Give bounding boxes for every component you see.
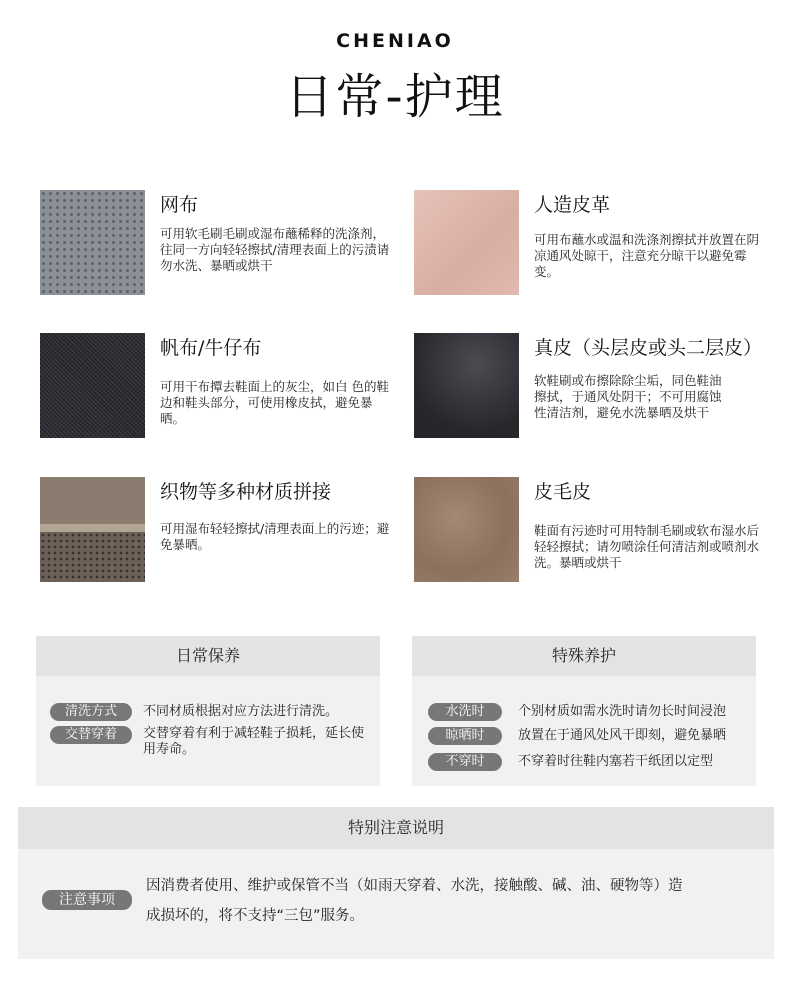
material-name: 真皮（头层皮或头二层皮）	[534, 337, 763, 359]
material-desc: 可用干布撢去鞋面上的灰尘，如白 色的鞋边和鞋头部分，可使用橡皮拭，避免暴晒。	[160, 379, 389, 426]
daily-care-title: 日常保养	[36, 636, 380, 676]
daily-row-text: 不同材质根据对应方法进行清洗。	[143, 704, 339, 719]
material-desc: 鞋面有污迹时可用特制毛刷或软布湿水后轻轻擦拭；请勿喷涂任何清洁剂或喷剂水洗。暴晒或烘干	[534, 523, 760, 570]
mixed-material-swatch-image	[40, 477, 145, 582]
material-card-faux-leather	[414, 190, 774, 296]
material-name: 皮毛皮	[534, 481, 592, 503]
mesh-swatch-image	[40, 190, 145, 295]
brand-logo: CHENIAO	[336, 30, 454, 52]
fur-swatch-image	[414, 477, 519, 582]
tag-drying: 晾晒时	[428, 727, 502, 745]
material-card-canvas	[40, 333, 400, 439]
material-card-mesh	[40, 190, 400, 296]
material-card-fur	[414, 477, 774, 583]
notice-panel	[18, 849, 774, 959]
special-row-text: 不穿着时往鞋内塞若干纸团以定型	[518, 754, 714, 769]
tag-washing: 水洗时	[428, 703, 502, 721]
genuine-leather-swatch-image	[414, 333, 519, 438]
tag-not-wearing: 不穿时	[428, 753, 502, 771]
daily-care-panel	[36, 636, 380, 786]
material-desc: 软鞋刷或布擦除除尘垢，同色鞋油擦拭，于通风处阴干；不可用腐蚀性清洁剂，避免水洗暴晒及烘干	[534, 373, 722, 420]
material-name: 人造皮革	[534, 194, 611, 216]
tag-notice: 注意事项	[42, 890, 132, 910]
special-row-text: 放置在于通风处风干即刻，避免暴晒	[518, 728, 727, 743]
notice-title: 特别注意说明	[18, 807, 774, 849]
page-title: 日常-护理	[285, 69, 505, 125]
special-care-panel	[412, 636, 756, 786]
material-desc: 可用软毛刷毛刷或湿布蘸稀释的洗涤剂，往同一方向轻轻擦拭/清理表面上的污渍请勿水洗、暴晒或烘干	[160, 226, 390, 273]
material-desc: 可用布蘸水或温和洗涤剂擦拭并放置在阴凉通风处晾干，注意充分晾干以避免霉变。	[534, 232, 760, 279]
material-card-mixed	[40, 477, 400, 583]
daily-row-text: 交替穿着有利于减轻鞋子损耗，延长使用寿命。	[143, 726, 365, 757]
material-desc: 可用湿布轻轻擦拭/清理表面上的污迹；避免暴晒。	[160, 521, 390, 552]
material-name: 网布	[160, 194, 199, 216]
notice-text-line1: 因消费者使用、维护或保管不当（如雨天穿着、水洗，接触酸、碱、油、硬物等）造	[146, 878, 683, 894]
tag-alternate-wear: 交替穿着	[50, 726, 132, 744]
special-row-text: 个别材质如需水洗时请勿长时间浸泡	[518, 704, 727, 719]
material-name: 帆布/牛仔布	[160, 337, 262, 359]
special-care-title: 特殊养护	[412, 636, 756, 676]
faux-leather-swatch-image	[414, 190, 519, 295]
tag-cleaning-method: 清洗方式	[50, 703, 132, 721]
canvas-swatch-image	[40, 333, 145, 438]
notice-text-line2: 成损坏的，将不支持“三包”服务。	[146, 908, 365, 924]
material-name: 织物等多种材质拼接	[160, 481, 332, 503]
material-card-genuine-leather	[414, 333, 774, 439]
